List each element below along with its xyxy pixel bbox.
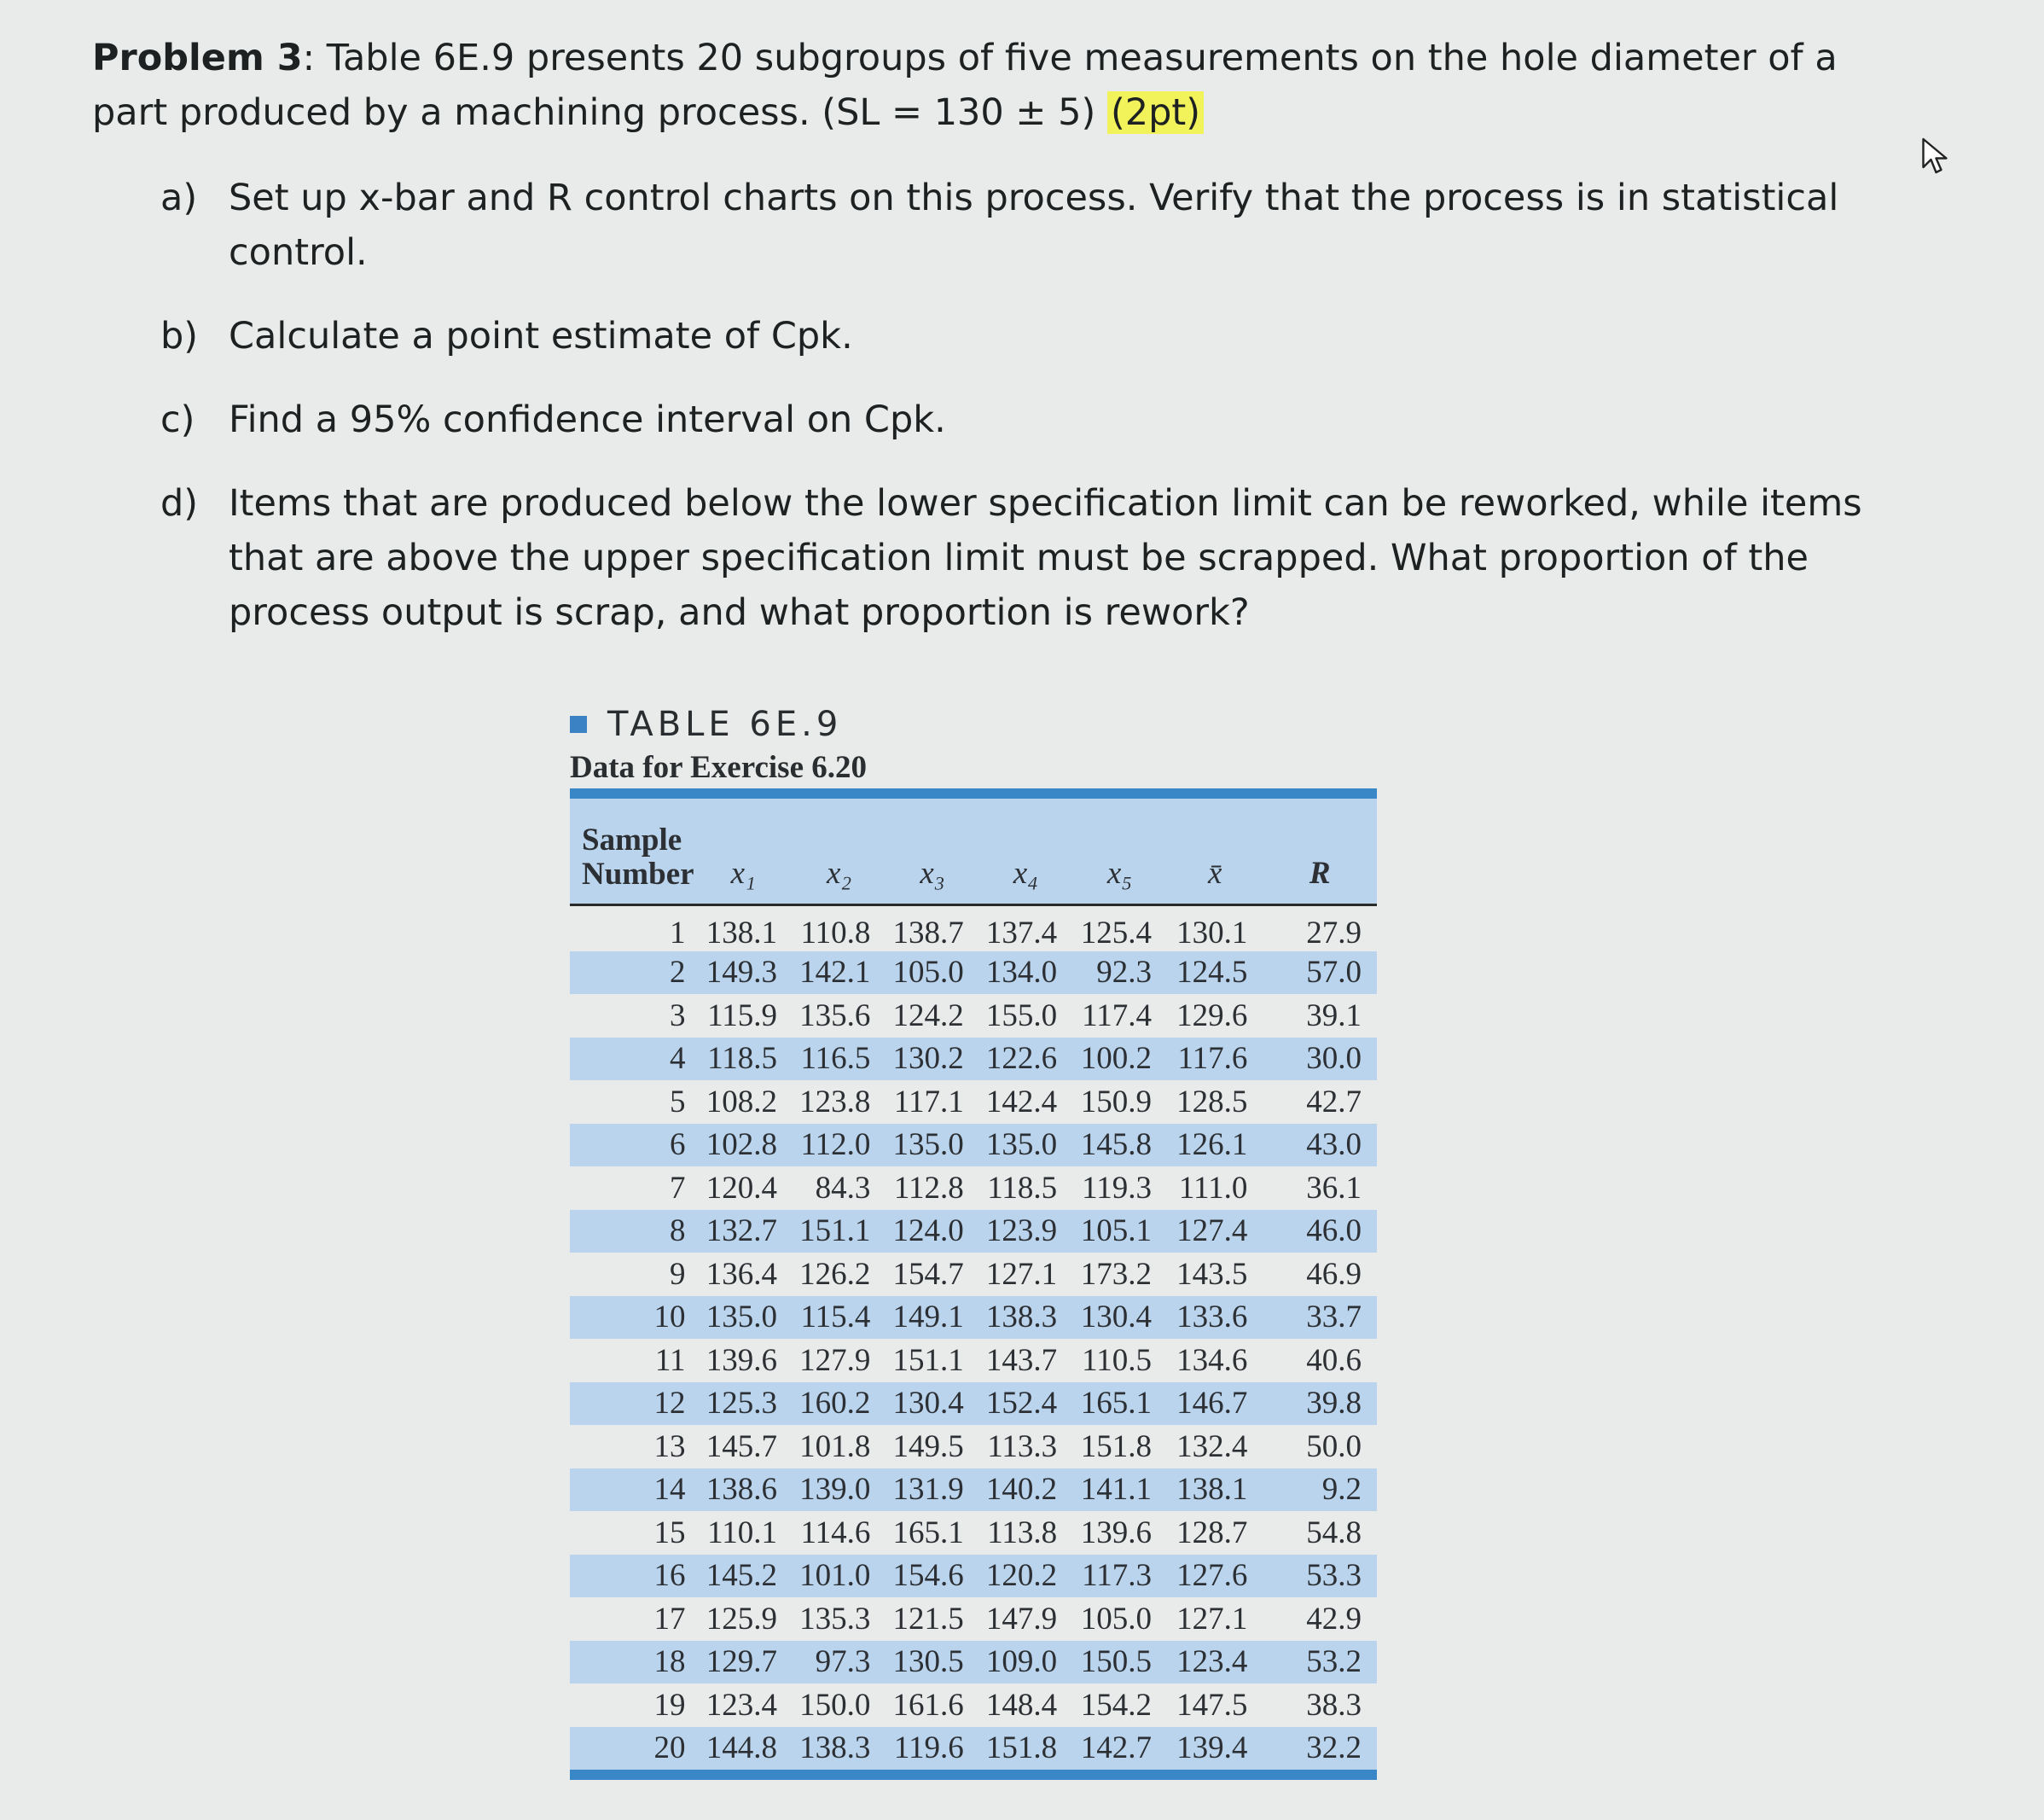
header-x1: x₁	[730, 855, 756, 891]
cell-x4: 118.5	[987, 1170, 1058, 1206]
cell-x2: 139.0	[799, 1472, 871, 1508]
cell-r: 42.7	[1306, 1084, 1362, 1119]
cell-x5: 150.9	[1080, 1084, 1152, 1119]
cell-x1: 136.4	[706, 1256, 777, 1292]
cell-x3: 121.5	[892, 1601, 964, 1637]
cell-x5: 125.4	[1080, 915, 1152, 951]
cell-x2: 97.3	[815, 1644, 871, 1680]
cell-x5: 119.3	[1082, 1170, 1152, 1206]
cell-sample: 10	[653, 1300, 686, 1335]
cell-x5: 141.1	[1080, 1472, 1152, 1508]
cell-r: 43.0	[1306, 1127, 1362, 1163]
data-table	[570, 799, 1377, 1770]
cell-xbar: 124.5	[1176, 955, 1248, 991]
cell-xbar: 132.4	[1176, 1428, 1248, 1464]
cell-sample: 1	[670, 915, 686, 951]
table-title-text: TABLE 6E.9	[607, 705, 843, 744]
cell-x2: 126.2	[799, 1256, 871, 1292]
cell-r: 38.3	[1306, 1687, 1362, 1723]
cell-xbar: 129.6	[1176, 997, 1248, 1033]
question-part-d	[160, 476, 1875, 640]
cell-r: 30.0	[1306, 1041, 1362, 1077]
cell-sample: 7	[670, 1170, 686, 1206]
cell-x1: 108.2	[706, 1084, 777, 1119]
cell-sample: 19	[653, 1687, 686, 1723]
cell-x3: 124.2	[892, 997, 964, 1033]
cell-x1: 144.8	[706, 1730, 777, 1766]
cell-r: 39.8	[1306, 1386, 1362, 1422]
cell-x5: 145.8	[1080, 1127, 1152, 1163]
cell-r: 53.3	[1306, 1558, 1362, 1594]
cell-x1: 110.1	[707, 1515, 777, 1550]
cell-sample: 17	[653, 1601, 686, 1637]
problem-text: : Table 6E.9 presents 20 subgroups of five measurements on the hole diameter of a part produced by a machining process. (SL = 130 ± 5)	[92, 37, 1838, 134]
table-top-rule	[570, 788, 1377, 799]
cell-x3: 154.7	[892, 1256, 964, 1292]
cell-x3: 112.8	[893, 1170, 964, 1206]
cell-xbar: 133.6	[1176, 1300, 1248, 1335]
cell-x1: 139.6	[706, 1342, 777, 1378]
table-row	[570, 1166, 1377, 1210]
cell-x4: 113.8	[987, 1515, 1058, 1550]
cell-x2: 135.6	[799, 997, 871, 1033]
square-bullet-icon	[570, 716, 587, 733]
cell-x4: 148.4	[985, 1687, 1058, 1723]
table-row	[570, 1210, 1377, 1253]
cell-sample: 12	[653, 1386, 686, 1422]
cell-x3: 105.0	[892, 955, 964, 991]
part-text: Set up x-bar and R control charts on this process. Verify that the process is in statistical control.	[229, 177, 1839, 274]
cell-x5: 130.4	[1080, 1300, 1152, 1335]
cell-sample: 8	[670, 1213, 686, 1249]
cell-x5: 150.5	[1080, 1644, 1152, 1680]
problem-label: Problem 3	[92, 37, 303, 79]
cell-x3: 117.1	[893, 1084, 964, 1119]
header-r: R	[1309, 855, 1331, 891]
cell-r: 36.1	[1306, 1170, 1362, 1206]
cell-x3: 154.6	[892, 1558, 964, 1594]
cell-x1: 125.9	[706, 1601, 777, 1637]
cell-x3: 135.0	[892, 1127, 964, 1163]
cell-x4: 113.3	[987, 1428, 1058, 1464]
cell-sample: 6	[670, 1127, 686, 1163]
table-row	[570, 1727, 1377, 1771]
cell-x2: 101.0	[799, 1558, 871, 1594]
header-x5: x₅	[1106, 855, 1133, 891]
cell-x5: 117.3	[1082, 1558, 1152, 1594]
header-xbar: x̄	[1207, 855, 1222, 891]
cell-sample: 14	[653, 1472, 686, 1508]
cell-r: 9.2	[1321, 1472, 1362, 1508]
cell-sample: 3	[670, 997, 686, 1033]
cell-x2: 151.1	[799, 1213, 871, 1249]
cell-x2: 116.5	[800, 1041, 871, 1077]
table-row	[570, 1555, 1377, 1598]
cell-x5: 92.3	[1096, 955, 1152, 991]
cell-r: 57.0	[1306, 955, 1362, 991]
cell-xbar: 111.0	[1178, 1170, 1248, 1206]
cell-x3: 138.7	[892, 915, 964, 951]
cell-x1: 149.3	[706, 955, 777, 991]
cell-x2: 110.8	[800, 915, 871, 951]
cell-x5: 165.1	[1080, 1386, 1152, 1422]
header-sample-number: Sample Number	[582, 822, 694, 892]
cell-r: 27.9	[1306, 915, 1362, 951]
cell-x4: 120.2	[985, 1558, 1058, 1594]
cell-r: 46.9	[1306, 1256, 1362, 1292]
cell-x4: 134.0	[985, 955, 1058, 991]
data-table-container	[570, 788, 1377, 1780]
cell-x2: 135.3	[799, 1601, 871, 1637]
cell-x5: 151.8	[1080, 1428, 1152, 1464]
points-highlight: (2pt)	[1107, 91, 1204, 134]
cell-x4: 151.8	[985, 1730, 1058, 1766]
cell-xbar: 143.5	[1176, 1256, 1248, 1292]
cell-x5: 105.1	[1080, 1213, 1152, 1249]
cell-x1: 138.6	[706, 1472, 777, 1508]
cell-xbar: 139.4	[1176, 1730, 1248, 1766]
cell-x2: 112.0	[800, 1127, 871, 1163]
cell-x4: 138.3	[985, 1300, 1058, 1335]
cell-x4: 127.1	[985, 1256, 1058, 1292]
cell-xbar: 146.7	[1176, 1386, 1248, 1422]
table-row	[570, 1425, 1377, 1468]
cell-sample: 11	[654, 1342, 686, 1378]
cell-x4: 152.4	[985, 1386, 1058, 1422]
cell-xbar: 126.1	[1176, 1127, 1248, 1163]
cell-x5: 110.5	[1082, 1342, 1152, 1378]
cell-x2: 84.3	[815, 1170, 871, 1206]
table-row	[570, 1597, 1377, 1641]
part-text: Find a 95% confidence interval on Cpk.	[229, 398, 946, 441]
mouse-pointer-icon	[1919, 137, 1950, 177]
cell-x2: 101.8	[799, 1428, 871, 1464]
cell-xbar: 127.1	[1176, 1601, 1248, 1637]
cell-x3: 149.1	[892, 1300, 964, 1335]
header-x3: x₃	[920, 855, 945, 891]
cell-sample: 15	[653, 1515, 686, 1550]
cell-x2: 114.6	[800, 1515, 871, 1550]
table-body	[570, 904, 1377, 1770]
part-letter: c)	[160, 398, 195, 441]
cell-x4: 155.0	[985, 997, 1058, 1033]
cell-x2: 115.4	[800, 1300, 871, 1335]
cell-xbar: 128.5	[1176, 1084, 1248, 1119]
cell-x1: 125.3	[706, 1386, 777, 1422]
cell-x1: 123.4	[706, 1687, 777, 1723]
question-part-b	[160, 309, 1875, 363]
cell-xbar: 123.4	[1176, 1644, 1248, 1680]
cell-xbar: 127.4	[1176, 1213, 1248, 1249]
cell-xbar: 134.6	[1176, 1342, 1248, 1378]
table-row	[570, 1080, 1377, 1124]
cell-x5: 142.7	[1080, 1730, 1152, 1766]
cell-r: 53.2	[1306, 1644, 1362, 1680]
cell-sample: 2	[670, 955, 686, 991]
cell-r: 39.1	[1306, 997, 1362, 1033]
cell-sample: 5	[670, 1084, 686, 1119]
table-bottom-rule	[570, 1770, 1377, 1780]
cell-x3: 130.4	[892, 1386, 964, 1422]
cell-x5: 139.6	[1080, 1515, 1152, 1550]
cell-x1: 145.2	[706, 1558, 777, 1594]
cell-x2: 123.8	[799, 1084, 871, 1119]
cell-xbar: 127.6	[1176, 1558, 1248, 1594]
table-row	[570, 951, 1377, 995]
cell-x3: 161.6	[892, 1687, 964, 1723]
cell-x3: 165.1	[892, 1515, 964, 1550]
table-caption: Data for Exercise 6.20	[570, 750, 867, 785]
part-letter: a)	[160, 177, 198, 219]
cell-x4: 123.9	[985, 1213, 1058, 1249]
cell-r: 50.0	[1306, 1428, 1362, 1464]
question-parts	[160, 171, 1875, 669]
cell-x1: 138.1	[706, 915, 777, 951]
question-part-a	[160, 171, 1875, 280]
header-x2: x₂	[827, 855, 852, 891]
cell-r: 33.7	[1306, 1300, 1362, 1335]
cell-xbar: 138.1	[1176, 1472, 1248, 1508]
cell-xbar: 117.6	[1177, 1041, 1248, 1077]
cell-x2: 150.0	[799, 1687, 871, 1723]
cell-x1: 118.5	[707, 1041, 777, 1077]
cell-x5: 154.2	[1080, 1687, 1152, 1723]
cell-x1: 132.7	[706, 1213, 777, 1249]
cell-x3: 151.1	[892, 1342, 964, 1378]
cell-x4: 140.2	[985, 1472, 1058, 1508]
part-letter: d)	[160, 482, 199, 525]
table-row	[570, 1683, 1377, 1727]
cell-x5: 105.0	[1080, 1601, 1152, 1637]
cell-x2: 160.2	[799, 1386, 871, 1422]
cell-r: 46.0	[1306, 1213, 1362, 1249]
cell-sample: 18	[653, 1644, 686, 1680]
cell-x4: 147.9	[985, 1601, 1058, 1637]
cell-x4: 143.7	[985, 1342, 1058, 1378]
header-x4: x₄	[1013, 855, 1039, 891]
cell-r: 54.8	[1306, 1515, 1362, 1550]
cell-x5: 117.4	[1082, 997, 1152, 1033]
cell-xbar: 130.1	[1176, 915, 1248, 951]
table-row	[570, 1511, 1377, 1555]
cell-xbar: 147.5	[1176, 1687, 1248, 1723]
cell-sample: 13	[653, 1428, 686, 1464]
table-row	[570, 1641, 1377, 1684]
cell-x3: 149.5	[892, 1428, 964, 1464]
cell-x5: 100.2	[1080, 1041, 1152, 1077]
part-letter: b)	[160, 315, 199, 358]
cell-x2: 127.9	[799, 1342, 871, 1378]
table-header-row	[570, 799, 1377, 904]
cell-x1: 135.0	[706, 1300, 777, 1335]
cell-sample: 9	[670, 1256, 686, 1292]
cell-x1: 120.4	[706, 1170, 777, 1206]
cell-sample: 20	[653, 1730, 686, 1766]
cell-sample: 4	[670, 1041, 686, 1077]
cell-x5: 173.2	[1080, 1256, 1152, 1292]
cell-x4: 135.0	[985, 1127, 1058, 1163]
cell-x1: 102.8	[706, 1127, 777, 1163]
cell-x4: 137.4	[985, 915, 1058, 951]
table-row	[570, 994, 1377, 1038]
cell-x3: 130.5	[892, 1644, 964, 1680]
cell-x3: 130.2	[892, 1041, 964, 1077]
table-row	[570, 1124, 1377, 1167]
problem-statement	[92, 31, 1867, 140]
cell-sample: 16	[653, 1558, 686, 1594]
cell-x3: 119.6	[893, 1730, 964, 1766]
table-row	[570, 1382, 1377, 1426]
question-part-c	[160, 392, 1875, 447]
table-row	[570, 1468, 1377, 1512]
cell-x2: 142.1	[799, 955, 871, 991]
cell-x1: 145.7	[706, 1428, 777, 1464]
cell-r: 40.6	[1306, 1342, 1362, 1378]
part-text: Items that are produced below the lower specification limit can be reworked, while items that are above the upper specification limit must be scrapped. What proportion of the process output is scrap, and what proportion is rework?	[229, 482, 1862, 634]
cell-x3: 131.9	[892, 1472, 964, 1508]
cell-x4: 142.4	[985, 1084, 1058, 1119]
cell-x1: 129.7	[706, 1644, 777, 1680]
table-row	[570, 1339, 1377, 1382]
cell-r: 32.2	[1306, 1730, 1362, 1766]
cell-x1: 115.9	[707, 997, 777, 1033]
table-title	[570, 705, 842, 744]
cell-x4: 122.6	[985, 1041, 1058, 1077]
cell-x4: 109.0	[985, 1644, 1058, 1680]
table-row	[570, 1296, 1377, 1340]
cell-x2: 138.3	[799, 1730, 871, 1766]
cell-x3: 124.0	[892, 1213, 964, 1249]
table-row	[570, 904, 1377, 951]
part-text: Calculate a point estimate of Cpk.	[229, 315, 853, 358]
cell-xbar: 128.7	[1176, 1515, 1248, 1550]
table-row	[570, 1038, 1377, 1081]
cell-r: 42.9	[1306, 1601, 1362, 1637]
table-row	[570, 1253, 1377, 1296]
